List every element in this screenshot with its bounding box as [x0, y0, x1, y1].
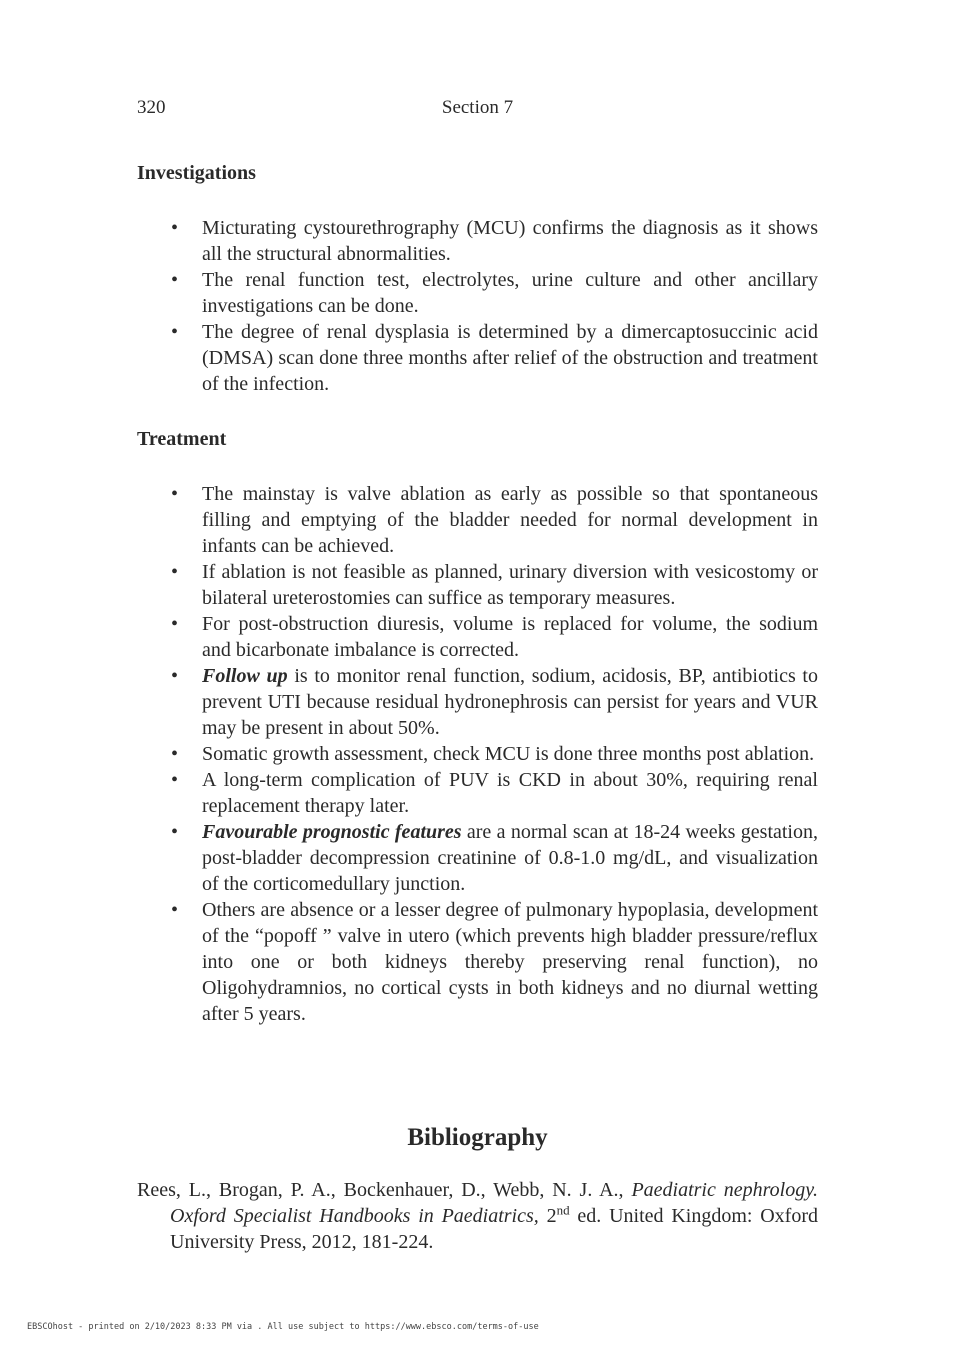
treatment-list	[202, 481, 818, 1027]
follow-up-emphasis: Follow up	[202, 665, 288, 687]
treatment-heading: Treatment	[137, 428, 227, 450]
list-item: • Somatic growth assessment, check MCU is done three months post ablation.	[202, 741, 818, 767]
list-item: • Micturating cystourethrography (MCU) confirms the diagnosis as it shows all the structural abnormalities.	[202, 215, 818, 267]
list-item: • Others are absence or a lesser degree of pulmonary hypoplasia, development of the “popoff ” valve in utero (which prevents high bladder pressure/reflux into one or both kidneys thereby preserving renal function), no Oligohydramnios, no cortical cysts in both kidneys and no diurnal wetting after 5 years.	[202, 897, 818, 1027]
prognostic-emphasis: Favourable prognostic features	[202, 821, 462, 843]
reference-title: Paediatric nephrology. Oxford Specialist Handbooks in Paediatrics,	[170, 1179, 818, 1227]
print-footer: EBSCOhost - printed on 2/10/2023 8:33 PM via . All use subject to https://www.ebsco.com/terms-of-use	[27, 1322, 539, 1332]
list-item: • Follow up is to monitor renal function, sodium, acidosis, BP, antibiotics to prevent UTI because residual hydronephrosis can persist for years and VUR may be present in about 50%.	[202, 663, 818, 741]
investigations-list	[202, 215, 818, 397]
list-item: • The mainstay is valve ablation as early as possible so that spontaneous filling and emptying of the bladder needed for normal development in infants can be achieved.	[202, 481, 818, 559]
bibliography-heading: Bibliography	[407, 1124, 548, 1151]
running-head: Section 7	[441, 97, 514, 118]
list-item: • For post-obstruction diuresis, volume is replaced for volume, the sodium and bicarbonate imbalance is corrected.	[202, 611, 818, 663]
list-item: • Favourable prognostic features are a normal scan at 18-24 weeks gestation, post-bladder decompression creatinine of 0.8-1.0 mg/dL, and visualization of the corticomedullary junction.	[202, 819, 818, 897]
list-item: • The degree of renal dysplasia is determined by a dimercaptosuccinic acid (DMSA) scan done three months after relief of the obstruction and treatment of the infection.	[202, 319, 818, 397]
investigations-heading: Investigations	[137, 162, 256, 184]
bibliography-reference: Rees, L., Brogan, P. A., Bockenhauer, D., Webb, N. J. A., Paediatric nephrology. Oxford Specialist Handbooks in Paediatrics, 2nd ed. United Kingdom: Oxford University Press, 2012, 181-224.	[137, 1179, 819, 1253]
list-item: • The renal function test, electrolytes, urine culture and other ancillary investigations can be done.	[202, 267, 818, 319]
list-item: • If ablation is not feasible as planned, urinary diversion with vesicostomy or bilateral ureterostomies can suffice as temporary measures.	[202, 559, 818, 611]
list-item: • A long-term complication of PUV is CKD in about 30%, requiring renal replacement therapy later.	[202, 767, 818, 819]
page-number: 320	[137, 97, 166, 118]
